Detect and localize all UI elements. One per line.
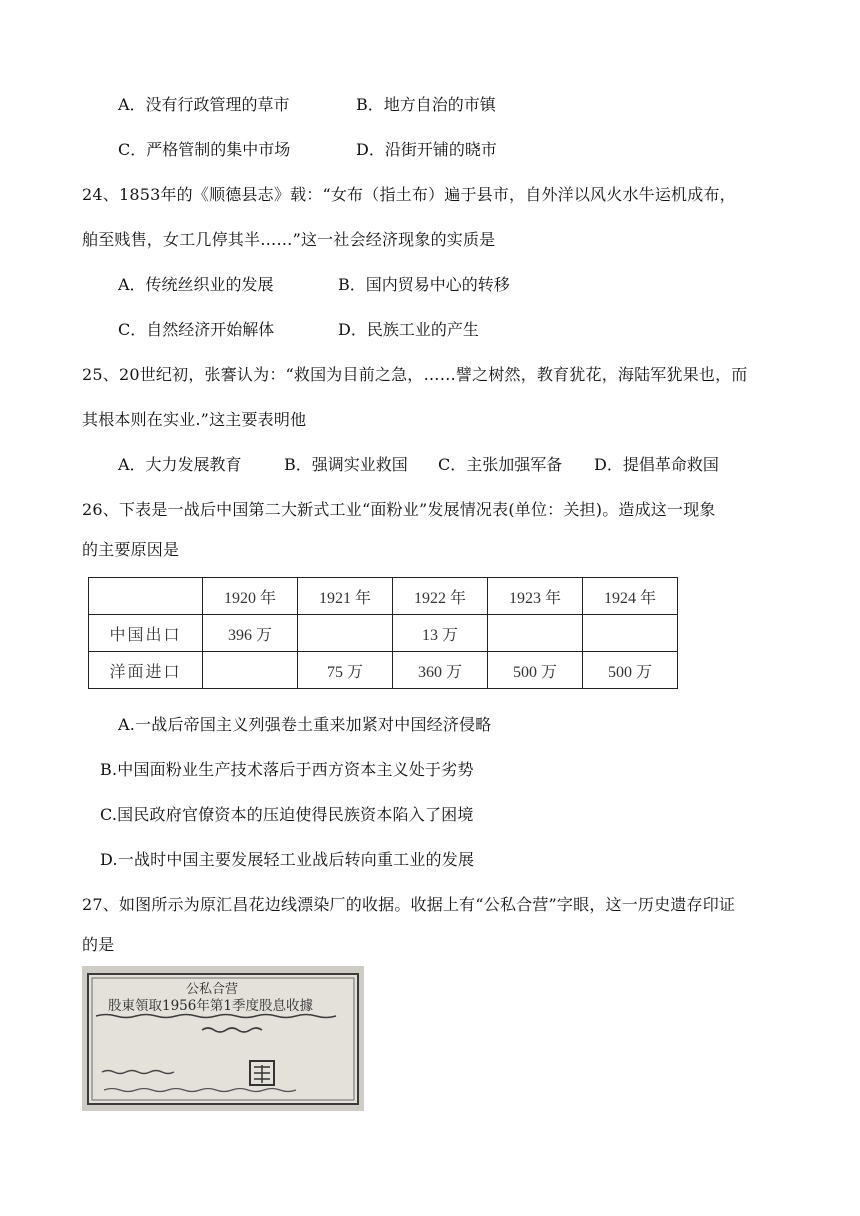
q25-option-a: A．大力发展教育 (118, 455, 242, 474)
q23-option-c: C．严格管制的集中市场 (118, 140, 291, 159)
table-cell (298, 615, 393, 652)
q23-option-a: A．没有行政管理的草市 (118, 95, 290, 114)
q25-option-d: D．提倡革命救国 (594, 455, 719, 474)
flour-industry-table (88, 577, 678, 689)
q23-option-b: B．地方自治的市镇 (356, 95, 496, 114)
q24-option-d: D．民族工业的产生 (338, 320, 479, 339)
q25-stem-line-1: 25、20世纪初，张謇认为：“救国为目前之急，……譬之树然，教育犹花，海陆军犹果也，而 (82, 365, 748, 384)
q26-stem-line-1: 26、下表是一战后中国第二大新式工业“面粉业”发展情况表(单位：关担)。造成这一现象 (82, 500, 716, 519)
q25-option-c: C．主张加强军备 (438, 455, 563, 474)
receipt-title: 股東領取1956年第1季度股息收據 (108, 998, 313, 1014)
q26-stem-line-2: 的主要原因是 (82, 540, 180, 559)
q24-option-a: A．传统丝织业的发展 (118, 275, 274, 294)
table-cell (203, 652, 298, 689)
q25-stem-line-2: 其根本则在实业.”这主要表明他 (82, 410, 307, 429)
table-header-row (89, 578, 678, 615)
q23-option-d: D．沿街开铺的晓市 (356, 140, 497, 159)
table-cell: 396 万 (203, 615, 298, 652)
q26-option-c: C.国民政府官僚资本的压迫使得民族资本陷入了困境 (100, 805, 474, 824)
table-cell: 75 万 (298, 652, 393, 689)
table-year-cell: 1924 年 (583, 578, 678, 615)
table-cell (488, 615, 583, 652)
table-row (89, 615, 678, 652)
q26-option-b: B.中国面粉业生产技术落后于西方资本主义处于劣势 (100, 760, 474, 779)
q26-option-d: D.一战时中国主要发展轻工业战后转向重工业的发展 (100, 850, 475, 869)
table-row-label: 洋面进口 (89, 652, 203, 689)
q26-option-a: A.一战后帝国主义列强卷土重来加紧对中国经济侵略 (118, 715, 492, 734)
q27-stem-line-2: 的是 (82, 935, 115, 954)
q25-option-b: B．强调实业救国 (284, 455, 408, 474)
q24-stem-line-2: 舶至贱售，女工几停其半……”这一社会经济现象的实质是 (82, 230, 496, 249)
table-corner-cell (89, 578, 203, 615)
table-year-cell: 1923 年 (488, 578, 583, 615)
q24-stem-line-1: 24、1853年的《顺德县志》载：“女布（指土布）遍于县市，自外洋以风火水牛运机成布， (82, 185, 736, 204)
table-year-cell: 1920 年 (203, 578, 298, 615)
table-cell: 360 万 (393, 652, 488, 689)
table-cell: 500 万 (583, 652, 678, 689)
q27-stem-line-1: 27、如图所示为原汇昌花边线漂染厂的收据。收据上有“公私合营”字眼，这一历史遗存印证 (82, 895, 736, 914)
table-year-cell: 1921 年 (298, 578, 393, 615)
table-year-cell: 1922 年 (393, 578, 488, 615)
table-row-label: 中国出口 (89, 615, 203, 652)
q24-option-b: B．国内贸易中心的转移 (338, 275, 510, 294)
table-cell: 13 万 (393, 615, 488, 652)
table-row (89, 652, 678, 689)
receipt-photo (82, 966, 364, 1111)
table-cell: 500 万 (488, 652, 583, 689)
q24-option-c: C．自然经济开始解体 (118, 320, 275, 339)
receipt-header: 公私合营 (186, 982, 239, 997)
table-cell (583, 615, 678, 652)
